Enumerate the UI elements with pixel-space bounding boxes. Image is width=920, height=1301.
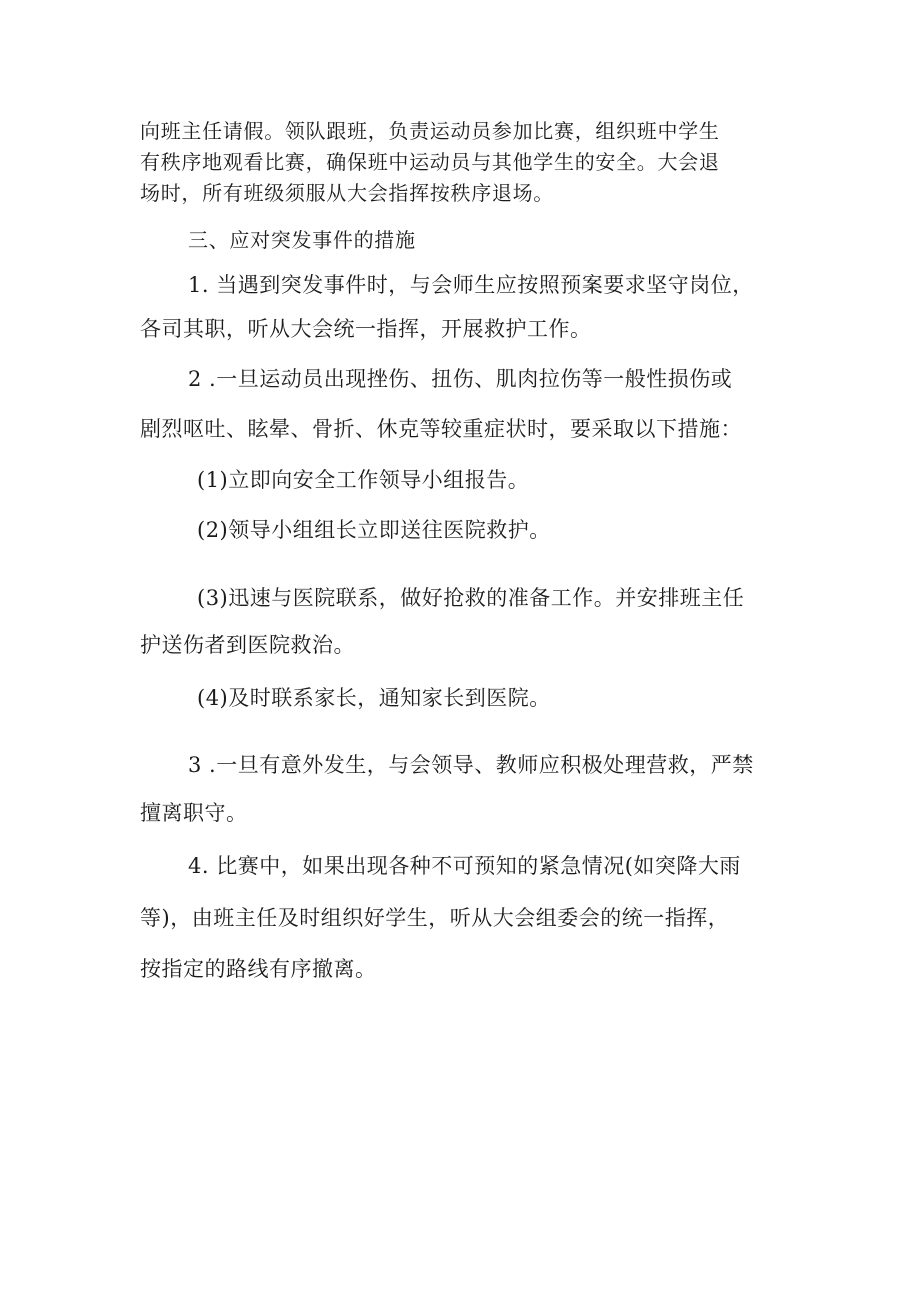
paragraph-line: 按指定的路线有序撤离。 <box>140 957 377 981</box>
list-item: (2)领导小组组长立即送往医院救护。 <box>197 518 551 542</box>
paragraph-line: 3 .一旦有意外发生，与会领导、教师应积极处理营救，严禁 <box>188 753 754 777</box>
paragraph-line: 2 .一旦运动员出现挫伤、扭伤、肌肉拉伤等一般性损伤或 <box>188 367 733 391</box>
list-item: (1)立即向安全工作领导小组报告。 <box>197 468 530 492</box>
paragraph-line: 有秩序地观看比赛，确保班中运动员与其他学生的安全。大会退 <box>140 150 720 174</box>
paragraph-line: 向班主任请假。领队跟班，负责运动员参加比赛，组织班中学生 <box>140 119 720 143</box>
section-heading: 三、应对突发事件的措施 <box>188 228 416 252</box>
paragraph-line: 剧烈呕吐、眩晕、骨折、休克等较重症状时，要采取以下措施： <box>140 417 742 441</box>
paragraph-line: 1. 当遇到突发事件时，与会师生应按照预案要求坚守岗位， <box>188 273 754 297</box>
list-item: (4)及时联系家长，通知家长到医院。 <box>197 686 551 710</box>
paragraph-line: 擅离职守。 <box>140 801 248 825</box>
list-item: (3)迅速与医院联系，做好抢救的准备工作。并安排班主任 <box>197 586 745 610</box>
paragraph-line: 场时，所有班级须服从大会指挥按秩序退场。 <box>140 181 554 205</box>
paragraph-line: 各司其职，听从大会统一指挥，开展救护工作。 <box>140 317 592 341</box>
paragraph-line: 等)，由班主任及时组织好学生，听从大会组委会的统一指挥， <box>140 906 730 930</box>
paragraph-line: 4. 比赛中，如果出现各种不可预知的紧急情况(如突降大雨 <box>188 854 741 878</box>
paragraph-line: 护送伤者到医院救治。 <box>140 633 355 657</box>
